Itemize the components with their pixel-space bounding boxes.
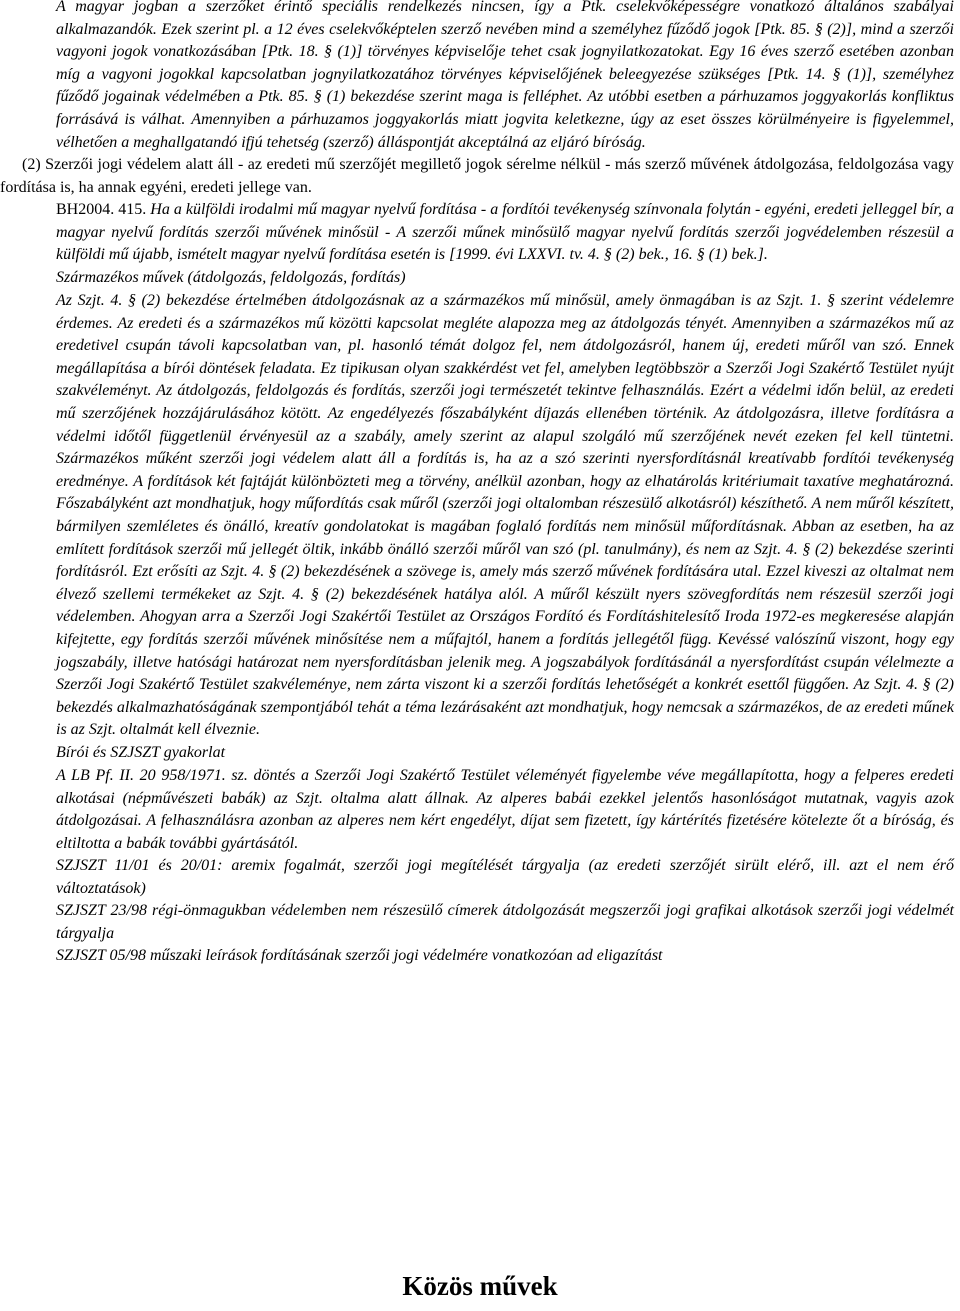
case-reference: BH2004. 415. [56,201,147,218]
case-summary: Ha a külföldi irodalmi mű magyar nyelvű fordítása - a fordítói tevékenység színvonala folytán - egyéni, eredeti jelleggel bír, a magyar nyelvű fordítás szerzői művének minősül - A szerzői műnek minősülő magyar nyelvű fordítás szerzői jogvédelemben részesül a külföldi mű újabb, ismételt magyar nyelvű fordítása esetén is [1999. évi LXXVI. tv. 4. § (2) bek., 16. § (1) bek.]. [56,201,955,264]
paragraph-bh-decision [56,199,954,267]
paragraph-derivative-works: Az Szjt. 4. § (2) bekezdése értelmében átdolgozásnak az a származékos mű minősül, amely önmagában is az Szjt. 1. § szerint védelemre érdemes. Az eredeti és a származékos mű közötti kapcsolat megléte alapozza meg az átdolgozás tényét. Amennyiben a származékos mű az eredetivel csupán távoli kapcsolatban van, pl. hasonló témát dolgoz fel, nem átdolgozásról, hanem új, eredeti műről van szó. Ennek megállapítása a bírói döntések feladata. Ez tipikusan olyan szakkérdést vet fel, amelyben legtöbbször a Szerzői Jogi Szakértő Testület nyújt szakvéleményt. Az átdolgozás, feldolgozás és fordítás, szerzői jogi természetét tekintve felhasználás. Ezért a védelmi időn belül, az eredeti mű szerzőjének hozzájárulásához kötött. Az engedélyezés főszabályként díjazás ellenében történik. Az átdolgozásra, illetve fordításra a védelmi időtől függetlenül érvényesül az a szabály, amely szerint az alapul szolgáló mű szerzőjének nevét ezeken fel kell tüntetni. Származékos műként szerzői jogi védelem alatt áll a fordítás is, ha az a szó szerinti nyersfordításnál kreatívabb fordítói tevékenység eredménye. A fordítások két fajtáját különbözteti meg a törvény, anélkül azonban, hogy az elhatárolás kritériumait taxatíve meghatározná. Főszabályként azt mondhatjuk, hogy műfordítás csak műről (szerzői jogi oltalomban részesülő alkotásról) készíthető. A nem műről készített, bármilyen szemléletes és önálló, kreatív gondolatokat is magában foglaló fordítás nem minősül műfordításnak. Abban az esetben, ha az említett fordítások szerzői mű jellegét öltik, inkább önálló szerzői műről van szó (pl. tanulmány), és nem az Szjt. 4. § (2) bekezdése szerinti fordításról. Ezt erősíti az Szjt. 4. § (2) bekezdésének a szövege is, amely más szerző művének fordítására utal. Ezzel kiveszi az oltalmat nem élvező szellemi termékeket az Szjt. 4. § (2) bekezdésének hatálya alól. A műről készült nyers szövegfordítás nem részesül szerzői jogi védelemben. Ahogyan arra a Szerzői Jogi Szakértői Testület az Országos Fordító és Fordításhitelesítő Iroda 1972-es megkeresése alapján kifejtette, egy fordítás szerzői művének minősítése nem a műfajtól, hanem a fordítás jellegétől függ. Kevéssé valószínű viszont, hogy egy jogszabály, illetve hatósági határozat nem nyersfordításban jelenik meg. A jogszabályok fordításánál a nyersfordítást csupán vélelmezte a Szerzői Jogi Szakértő Testület szakvéleménye, nem zárta viszont ki a szerzői fordítás lehetőségét a konkrét esettől függően. Az Szjt. 4. § (2) bekezdés alkalmazhatóságának szempontjából tehát a téma lezárásaként azt mondhatjuk, hogy nemcsak a származékos, de az eredeti műnek is az Szjt. oltalmát kell élveznie. [56,292,954,739]
paragraph-szjszt-23-98: SZJSZT 23/98 régi-önmagukban védelemben nem részesülő címerek átdolgozását megszerzői jogi grafikai alkotások szerzői jogi védelmét tárgyalja [56,902,954,942]
section-title: Közös művek [402,1271,558,1301]
paragraph-szjszt-11-01: SZJSZT 11/01 és 20/01: aremix fogalmát, szerzői jogi megítélését tárgyalja (az eredeti szerzőjét sirült elérő, ill. azt el nem érő változtatások) [56,857,954,897]
paragraph-lb-decision: A LB Pf. II. 20 958/1971. sz. döntés a Szerzői Jogi Szakértő Testület véleményét figyelembe véve megállapította, hogy a felperes eredeti alkotásai (népművészeti babák) az Szjt. oltalma alatt állnak. Az alperes babái ezekkel jelentős hasonlóságot mutatnak, vagyis azok átdolgozásai. A felhasználásra azonban az alperes nem kért engedélyt, díjat sem fizetett, így kártérítés fizetésére kötelezte őt a bíróság, és eltiltotta a babák további gyártásától. [56,767,954,852]
paragraph-szjszt-05-98: SZJSZT 05/98 műszaki leírások fordításának szerzői jogi védelmére vonatkozóan ad eligazítást [56,947,663,964]
subheading-derivative-works: Származékos művek (átdolgozás, feldolgozás, fordítás) [56,269,406,286]
subheading-case-law: Bírói és SZJSZT gyakorlat [56,744,226,761]
paragraph-statute-4-2 [0,154,954,199]
paragraph-minor-authors: A magyar jogban a szerzőket érintő speciális rendelkezés nincsen, így a Ptk. cselekvőképességre vonatkozó általános szabályai alkalmazandók. Ezek szerint pl. a 12 éves cselekvőképtelen szerző nevében mind a személyhez fűződő jogok [Ptk. 85. § (2)], mind a szerzői vagyoni jogok vonatkozásában [Ptk. 18. § (1)] törvényes képviselője tehet csak jognyilatkozatokat. Egy 16 éves szerző esetében azonban míg a vagyoni jogokkal kapcsolatban jognyilatkozatához törvényes képviselőjének beleegyezése szükséges [Ptk. 14. § (1)], személyhez fűződő jogainak védelmében a Ptk. 85. § (1) bekezdése szerint maga is felléphet. Az utóbbi esetben a párhuzamos joggyakorlás konfliktus forrásává is válhat. Amennyiben a párhuzamos joggyakorlás miatt jogvita keletkezne, úgy az eset összes körülményeire is figyelemmel, vélhetően a meghallgatandó ifjú tehetség (szerző) álláspontját akceptálná az eljáró bíróság. [56,0,954,151]
statute-text: (2) Szerzői jogi védelem alatt áll - az eredeti mű szerzőjét megillető jogok sérelme nélkül - más szerző művének átdolgozása, feldolgozása vagy fordítása is, ha annak egyéni, eredeti jellege van. [0,156,954,196]
